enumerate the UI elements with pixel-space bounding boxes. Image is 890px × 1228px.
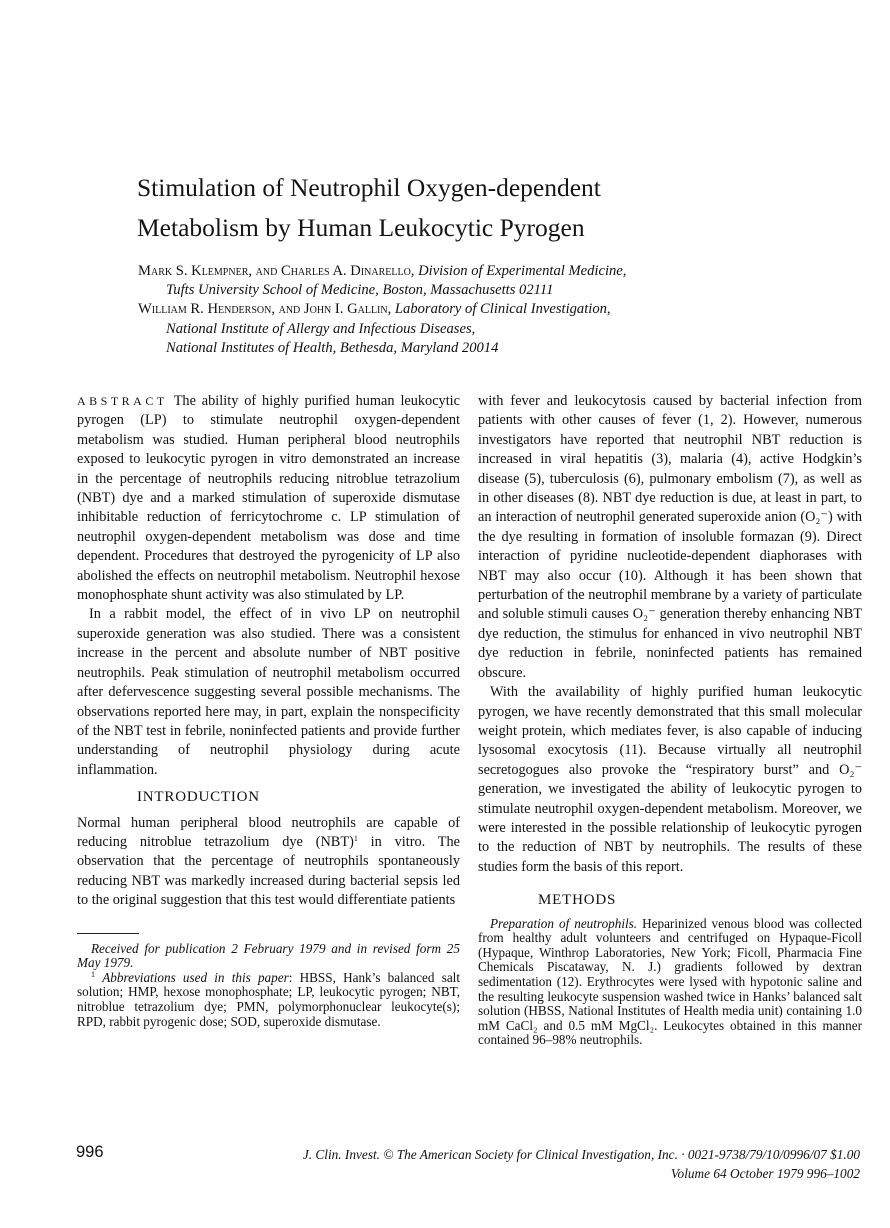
affiliation-2a: Laboratory of Clinical Investigation, <box>394 301 611 318</box>
introduction-heading: INTRODUCTION <box>137 789 260 806</box>
abbreviations-text: : HBSS, Hank’s balanced salt solution; HMP, hexose monophosphate; LP, leukocytic pyrogen; NBT, nitroblue tetrazolium dye; PMN, polymorphonuclear leukocyte(s); RPD, rabbit pyrogenic dose; SOD, superoxide dismutase. <box>77 969 461 1029</box>
methods-heading: METHODS <box>538 892 617 909</box>
received-note: Received for publication 2 February 1979 and in revised form 25 May 1979. <box>77 940 460 971</box>
page-number: 996 <box>76 1143 104 1161</box>
author-block <box>138 262 798 358</box>
introduction-paragraph-1 <box>77 814 460 911</box>
left-column <box>77 392 460 1029</box>
abstract-paragraph-2: In a rabbit model, the effect of in vivo LP on neutrophil superoxide generation was also studied. There was a consistent increase in the percent and absolute number of NBT positive neutrophils. Peak stimulation of neutrophil metabolism occurred after defervescence suggesting several possible mechanisms. The observations reported here may, in part, explain the nonspecificity of the NBT test in febrile, noninfected patients and provide further understanding of neutrophil physiology during acute inflammation. <box>77 606 460 778</box>
affiliation-2c: National Institutes of Health, Bethesda, Maryland 20014 <box>166 339 499 356</box>
abstract-paragraph-1 <box>77 392 460 605</box>
author-group-1 <box>138 262 798 281</box>
introduction-paragraph-1-continued: with fever and leukocytosis caused by bacterial infection from patients with other causes of fever (1, 2). However, numerous investigators have reported that neutrophil NBT reduction is increased in viral hepatitis (3), malaria (4), active Hodgkin’s disease (5), tuberculosis (6), pulmonary embolism (7), as well as in other diseases (8). NBT dye reduction is due, at least in part, to an interaction of neutrophil generated superoxide anion (O₂⁻) with the dye resulting in formation of insoluble formazan (9). Direct interaction of pyridine nucleotide-dependent diaphorases with NBT may also occur (10). Although it has been shown that perturbation of the neutrophil membrane by a variety of particulate and soluble stimuli causes O₂⁻ generation thereby enhancing NBT dye reduction, the stimulus for enhanced in vivo neutrophil NBT dye reduction in febrile, noninfected patients has remained obscure. <box>478 393 862 681</box>
volume-info: Volume 64 October 1979 996–1002 <box>670 1166 860 1181</box>
intro-text-a: Normal human peripheral blood neutrophils are capable of reducing nitroblue tetrazolium dye (NBT) <box>77 814 460 850</box>
footnote-divider <box>77 933 139 934</box>
abbreviations-label: Abbreviations used in this paper <box>102 969 289 985</box>
right-column <box>478 392 862 1048</box>
title-line-1: Stimulation of Neutrophil Oxygen-dependent <box>137 173 601 202</box>
abbreviations-note <box>77 971 460 1029</box>
title-line-2: Metabolism by Human Leukocytic Pyrogen <box>137 213 585 242</box>
affiliation-2b: National Institute of Allergy and Infectious Diseases, <box>166 320 476 337</box>
running-footer <box>303 1145 860 1183</box>
article-title <box>137 168 837 248</box>
author-names-2: William R. Henderson, and John I. Gallin, <box>138 301 392 318</box>
abstract-text-1: The ability of highly purified human leukocytic pyrogen (LP) to stimulate neutrophil oxygen-dependent metabolism was studied. Human peripheral blood neutrophils exposed to leukocytic pyrogen in vitro demonstrated an increase in the percentage of neutrophils reducing nitroblue tetrazolium (NBT) dye and a marked stimulation of superoxide dismutase inhibitable reduction of ferricytochrome c. LP stimulation of neutrophil oxygen-dependent metabolism was dose and time dependent. Procedures that destroyed the pyrogenicity of LP also abolished the effects on neutrophil metabolism. Neutrophil hexose monophosphate shunt activity was also stimulated by LP. <box>77 393 460 604</box>
footnote-ref-1[interactable]: 1 <box>353 833 358 843</box>
footnotes <box>77 942 460 1030</box>
affiliation-1a: Division of Experimental Medicine, <box>418 263 627 279</box>
methods-text-1: Heparinized venous blood was collected from healthy adult volunteers and centrifuged on Hypaque-Ficoll (Hypaque, Winthrop Laboratories, New York; Ficoll, Pharmacia Fine Chemicals Piscataway, N. J.) gradients followed by dextran sedimentation (12). Erythrocytes were lysed with hypotonic saline and the resulting leukocyte suspension washed twice in Hanks’ balanced salt solution (HBSS, National Institutes of Health media unit) containing 1.0 mM CaCl₂ and 0.5 mM MgCl₂. Leukocytes obtained in this manner contained 96–98% neutrophils. <box>478 915 863 1048</box>
methods-subheading: Preparation of neutrophils. <box>490 915 638 931</box>
introduction-paragraph-2: With the availability of highly purified human leukocytic pyrogen, we have recently demonstrated that this small molecular weight protein, which mediates fever, is also capable of inducing lysosomal exocytosis (11). Because virtually all neutrophil secretogogues also provoke the “respiratory burst” and O₂⁻ generation, we investigated the ability of leukocytic pyrogen to stimulate neutrophil oxygen-dependent metabolism. Moreover, we were interested in the possible relationship of leukocytic pyrogen to the reduction of NBT by neutrophils. The results of these studies form the basis of this report. <box>478 684 862 875</box>
affiliation-1b: Tufts University School of Medicine, Boston, Massachusetts 02111 <box>166 282 554 299</box>
author-names-1: Mark S. Klempner, and Charles A. Dinarello, <box>138 263 415 279</box>
author-group-2 <box>138 300 798 319</box>
footnote-marker-1: 1 <box>91 969 95 979</box>
intro-text-b: in vitro. The observation that the percentage of neutrophils spontaneously reducing NBT was markedly increased during bacterial sepsis led to the original suggestion that this test would differentiate patients <box>77 833 461 909</box>
methods-paragraph-1 <box>478 917 862 1048</box>
journal-citation: J. Clin. Invest. © The American Society for Clinical Investigation, Inc. · 0021-9738/79/10/0996/07 $1.00 <box>302 1147 860 1162</box>
abstract-label: ABSTRACT <box>77 394 168 408</box>
methods-body <box>478 917 862 1048</box>
